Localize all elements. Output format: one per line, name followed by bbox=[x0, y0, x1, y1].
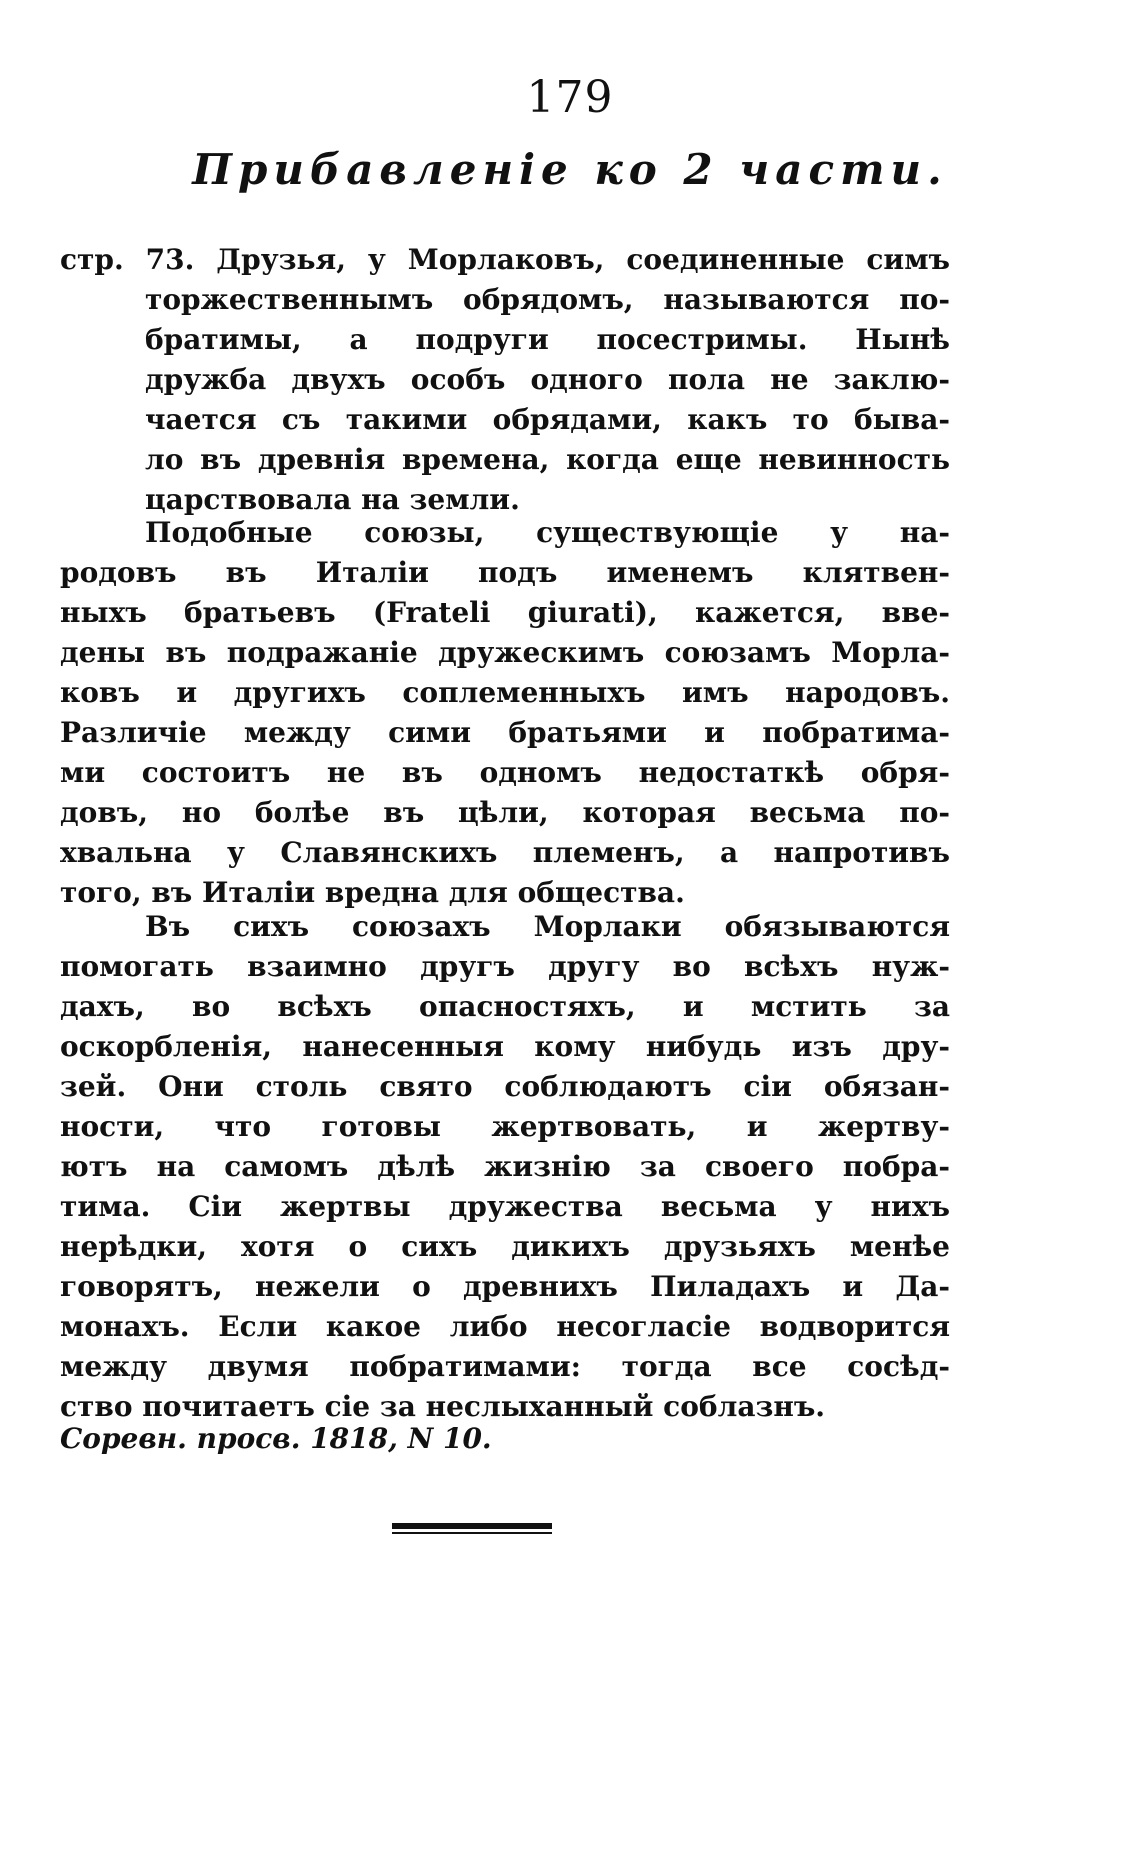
text-line: довъ, но болѣе въ цѣли, которая весьма по- bbox=[60, 796, 950, 829]
text-line: помогать взаимно другъ другу во всѣхъ нуж- bbox=[60, 950, 950, 983]
text-line: зей. Они столь свято соблюдаютъ сіи обязан- bbox=[60, 1070, 950, 1103]
text-line: тима. Сіи жертвы дружества весьма у нихъ bbox=[60, 1190, 950, 1223]
section-title: Прибавленіе ко 2 части. bbox=[192, 145, 948, 194]
text-line: Въ сихъ союзахъ Морлаки обязываются bbox=[145, 910, 950, 943]
text-line: ности, что готовы жертвовать, и жертву- bbox=[60, 1110, 950, 1143]
paragraph-2 bbox=[60, 513, 950, 913]
text-line: дахъ, во всѣхъ опасностяхъ, и мстить за bbox=[60, 990, 950, 1023]
text-line: ми состоитъ не въ одномъ недостаткѣ обря- bbox=[60, 756, 950, 789]
text-line: ло въ древнія времена, когда еще невинность bbox=[145, 443, 950, 476]
text-line: оскорбленія, нанесенныя кому нибудь изъ дру- bbox=[60, 1030, 950, 1063]
text-line: ныхъ братьевъ (Frateli giurati), кажется, вве- bbox=[60, 596, 950, 629]
text-line: ство почитаетъ сіе за неслыханный соблазнъ. bbox=[60, 1390, 826, 1423]
text-line: монахъ. Если какое либо несогласіе водворится bbox=[60, 1310, 950, 1343]
citation-text: Соревн. просв. 1818, N 10. bbox=[60, 1422, 492, 1455]
page-number: 179 bbox=[526, 72, 614, 123]
text-line: ютъ на самомъ дѣлѣ жизнію за своего побра- bbox=[60, 1150, 950, 1183]
end-rule-thin bbox=[392, 1532, 552, 1534]
text-line: царствовала на земли. bbox=[145, 483, 520, 516]
text-line: между двумя побратимами: тогда все сосѣд- bbox=[60, 1350, 950, 1383]
text-line: ковъ и другихъ соплеменныхъ имъ народовъ. bbox=[60, 676, 950, 709]
text-line: нерѣдки, хотя о сихъ дикихъ друзьяхъ менѣе bbox=[60, 1230, 950, 1263]
text-line: торжественнымъ обрядомъ, называются по- bbox=[145, 283, 950, 316]
citation bbox=[60, 1419, 950, 1459]
paragraph-3 bbox=[60, 907, 950, 1427]
paragraph-1 bbox=[60, 240, 950, 520]
text-line: Различіе между сими братьями и побратима- bbox=[60, 716, 950, 749]
text-line: дружба двухъ особъ одного пола не заклю- bbox=[145, 363, 950, 396]
text-line: того, въ Италіи вредна для общества. bbox=[60, 876, 685, 909]
text-line: стр. 73. Друзья, у Морлаковъ, соединенные симъ bbox=[60, 243, 950, 276]
text-line: хвальна у Славянскихъ племенъ, а напротивъ bbox=[60, 836, 950, 869]
text-line: чается съ такими обрядами, какъ то быва- bbox=[145, 403, 950, 436]
text-line: говорятъ, нежели о древнихъ Пиладахъ и Да- bbox=[60, 1270, 950, 1303]
end-rule bbox=[392, 1523, 552, 1529]
text-line: дены въ подражаніе дружескимъ союзамъ Морла- bbox=[60, 636, 950, 669]
text-line: братимы, а подруги посестримы. Нынѣ bbox=[145, 323, 950, 356]
text-line: Подобные союзы, существующіе у на- bbox=[145, 516, 950, 549]
text-line: родовъ въ Италіи подъ именемъ клятвен- bbox=[60, 556, 950, 589]
